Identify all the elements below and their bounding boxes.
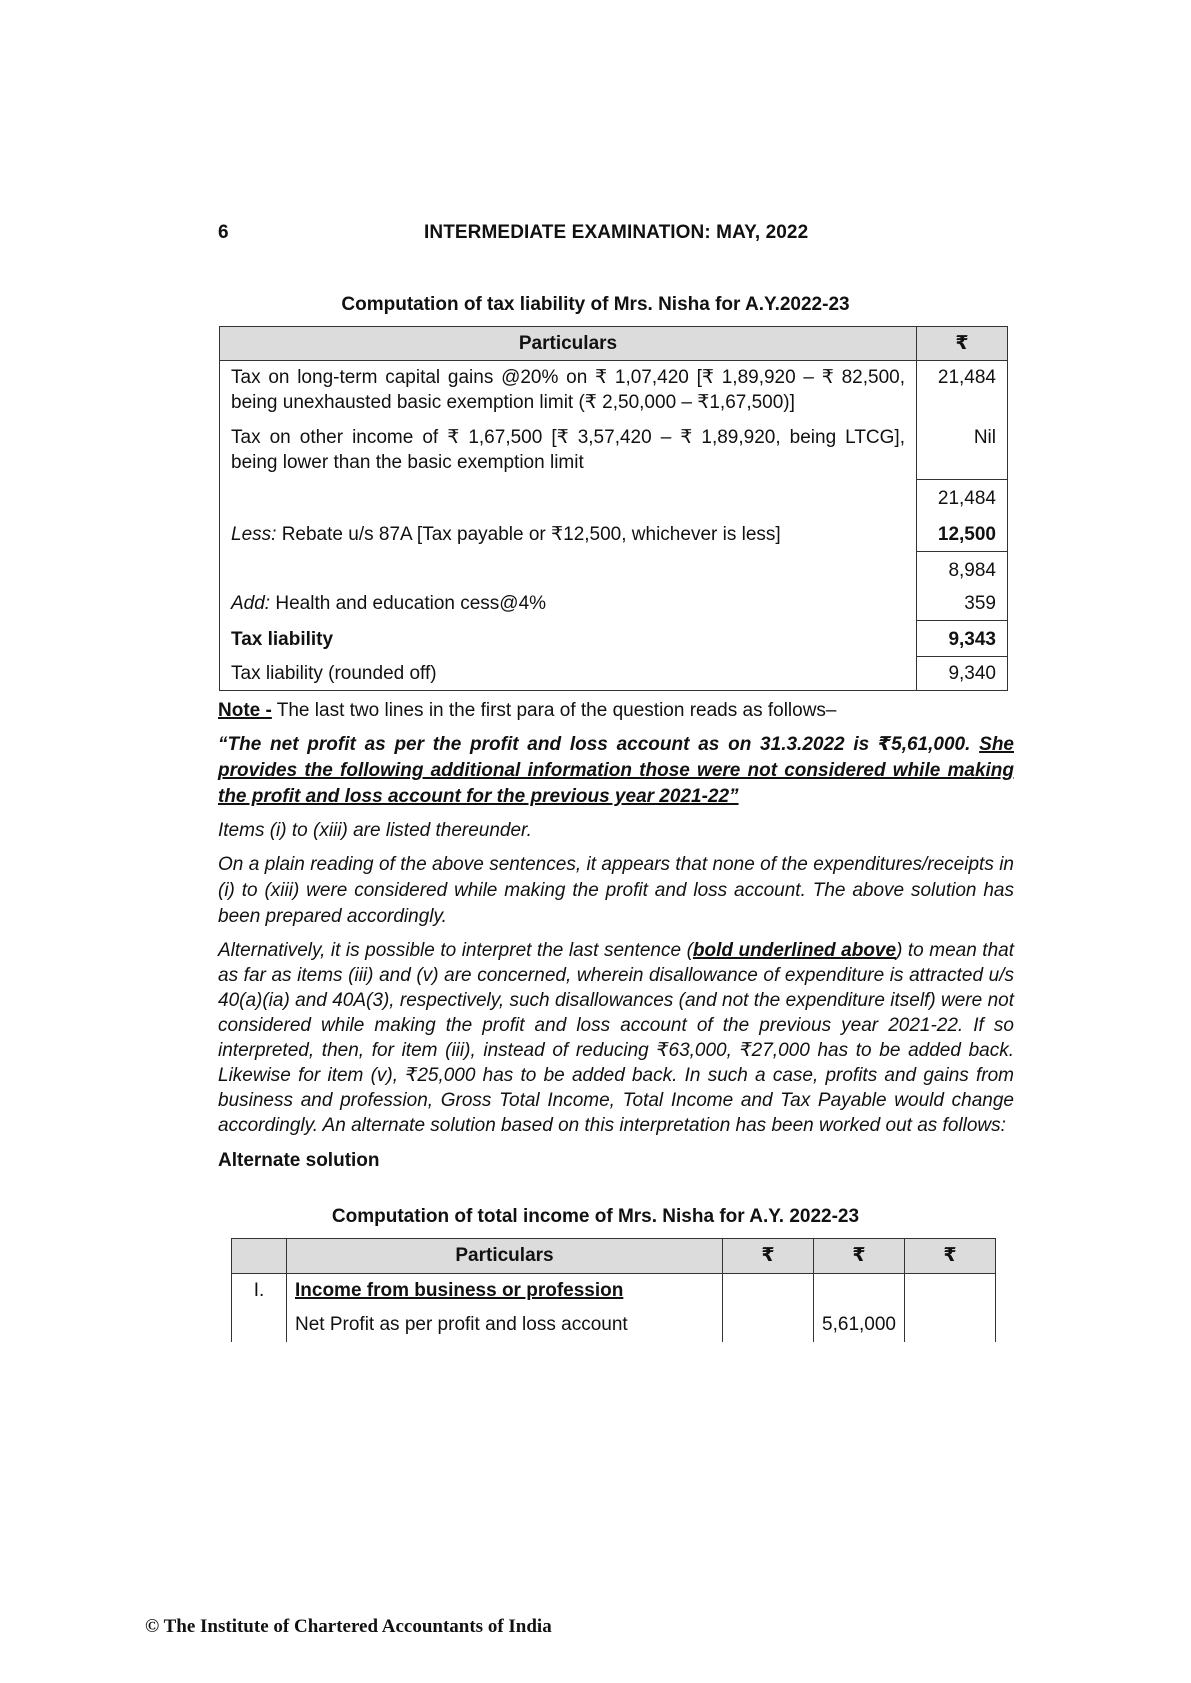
table-row: [220, 518, 1008, 552]
table-row: [232, 1274, 996, 1309]
table1-caption: Computation of tax liability of Mrs. Nisha for A.Y.2022-23: [341, 294, 850, 315]
note-label: Note -: [218, 700, 272, 721]
col-rupee-1: ₹: [723, 1239, 814, 1274]
table-row: [220, 587, 1008, 621]
table-row: [220, 419, 1008, 479]
row-amount: 21,484: [917, 361, 1008, 420]
note-para1: On a plain reading of the above sentences, it appears that none of the expenditures/receipts in (i) to (xiii) were considered while making the profit and loss account. The above solution has been prepared accordingly.: [218, 854, 1014, 927]
para2-a: Alternatively, it is possible to interpret the last sentence (: [218, 940, 693, 961]
para2-b: ) to mean that as far as items (iii) and (v) are concerned, wherein disallowance of expenditure is attracted u/s 40(a)(ia) and 40A(3), respectively, such disallowances (and not the expenditure itself) were not considered while making the profit and loss account of the previous year 2021-22. If so interpreted, then, for item (iii), instead of reducing ₹63,000, ₹27,000 has to be added back. Likewise for item (v), ₹25,000 has to be added back. In such a case, profits and gains from business and profession, Gross Total Income, Total Income and Tax Payable would change accordingly. An alternate solution based on this interpretation has been worked out as follows:: [218, 940, 1015, 1136]
row-text: [220, 479, 917, 518]
row-text: [220, 518, 917, 552]
para2-bold: bold underlined above: [692, 940, 897, 961]
row-text: Tax on other income of ₹ 1,67,500 [₹ 3,57,420 – ₹ 1,89,920, being LTCG], being lower than the basic exemption limit: [220, 419, 917, 479]
table-row: [220, 361, 1008, 420]
row-text: [220, 587, 917, 621]
row-number: [232, 1308, 287, 1342]
col-rupee: ₹: [917, 327, 1008, 361]
table-row: [232, 1308, 996, 1342]
add-label: Add:: [231, 593, 271, 614]
col-rupee-2: ₹: [814, 1239, 905, 1274]
table-row: [220, 479, 1008, 518]
note-intro-text: The last two lines in the first para of the question reads as follows–: [271, 700, 837, 721]
col-rupee-3: ₹: [905, 1239, 996, 1274]
rebate-text: Rebate u/s 87A [Tax payable or ₹12,500, whichever is less]: [276, 524, 781, 545]
row-heading: Income from business or profession: [287, 1274, 723, 1309]
page-title: INTERMEDIATE EXAMINATION: MAY, 2022: [424, 222, 809, 243]
table-row: [220, 552, 1008, 588]
copyright-footer: © The Institute of Chartered Accountants of India: [145, 1616, 552, 1637]
alternate-heading: Alternate solution: [218, 1150, 380, 1171]
row-amount: [905, 1274, 996, 1309]
col-number: [232, 1239, 287, 1274]
row-amount: [723, 1308, 814, 1342]
quote-plain: “The net profit as per the profit and loss account as on 31.3.2022 is ₹5,61,000.: [218, 734, 980, 755]
cess-text: Health and education cess@4%: [270, 593, 547, 614]
row-text: [220, 552, 917, 588]
col-particulars: Particulars: [287, 1239, 723, 1274]
table2-caption: Computation of total income of Mrs. Nisha for A.Y. 2022-23: [331, 1206, 860, 1227]
quote-underlined: She provides the following additional information those were not considered while making the profit and loss account for the previous year 2021-22”: [218, 734, 1014, 807]
row-amount: [905, 1308, 996, 1342]
less-label: Less:: [231, 524, 277, 545]
row-amount: [723, 1274, 814, 1309]
note-quote: [218, 732, 1014, 810]
row-amount: 8,984: [917, 552, 1008, 588]
row-amount: 21,484: [917, 479, 1008, 518]
table-row: [220, 621, 1008, 657]
page-number: 6: [218, 222, 229, 243]
total-income-table: [231, 1238, 996, 1342]
row-amount: 5,61,000: [814, 1308, 905, 1342]
row-amount: 9,343: [917, 621, 1008, 657]
row-amount: [814, 1274, 905, 1309]
items-line: Items (i) to (xiii) are listed thereunder.: [218, 820, 532, 841]
col-particulars: Particulars: [220, 327, 917, 361]
row-text: Net Profit as per profit and loss account: [287, 1308, 723, 1342]
row-amount: Nil: [917, 419, 1008, 479]
note-intro: [218, 698, 1014, 724]
row-amount: 9,340: [917, 657, 1008, 691]
row-amount: 359: [917, 587, 1008, 621]
row-text: Tax liability (rounded off): [220, 657, 917, 691]
note-section: [218, 698, 1014, 1182]
note-para2: [218, 938, 1014, 1138]
row-text: Tax liability: [220, 621, 917, 657]
row-text: Tax on long-term capital gains @20% on ₹ 1,07,420 [₹ 1,89,920 – ₹ 82,500, being unexhausted basic exemption limit (₹ 2,50,000 – ₹1,67,500)]: [220, 361, 917, 420]
tax-liability-table: [219, 326, 1008, 691]
row-amount: 12,500: [917, 518, 1008, 552]
table-row: [220, 657, 1008, 691]
row-number: I.: [232, 1274, 287, 1309]
